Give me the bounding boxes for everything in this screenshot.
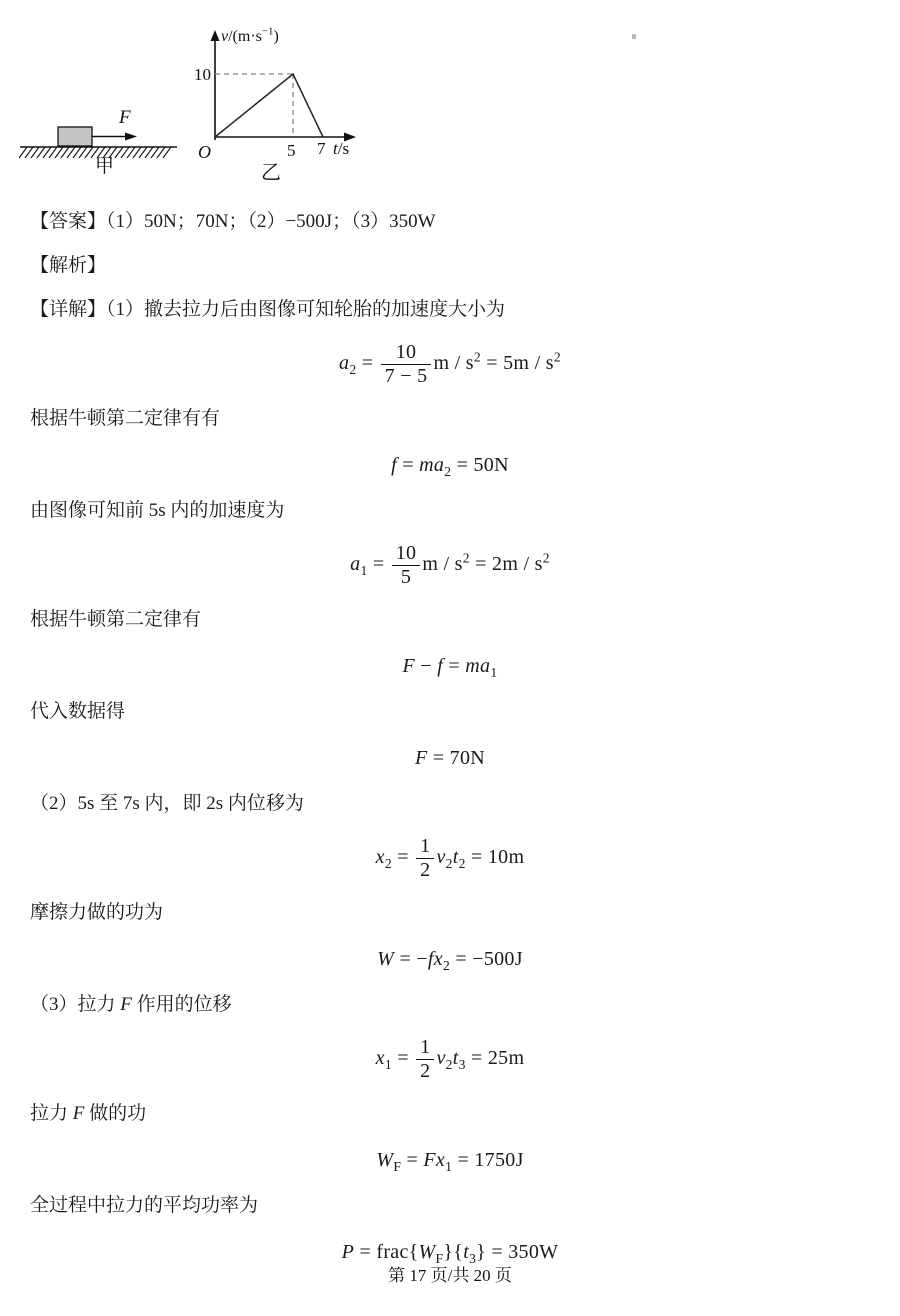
figure-caption-yi: 乙 [261, 162, 281, 184]
figure-caption-jia: 甲 [95, 156, 115, 177]
paragraph: （3）拉力 F 作用的位移 [30, 994, 232, 1015]
paragraph: 代入数据得 [30, 701, 126, 722]
formula-friction: $f = ma_2 = 50N$ [391, 454, 509, 479]
formula-work-F: $W_F = Fx_1 = 1750J$ [376, 1149, 524, 1174]
formula-F: F = 70N [414, 747, 486, 769]
formula-x1: $x_1$ = $\frac{1}{2}$ $v_2t_3 = 25m$ [375, 1036, 525, 1082]
x-axis-label: t/s [333, 139, 350, 158]
figure-block-diagram [15, 95, 185, 185]
detail-label: 【详解】 [30, 299, 107, 320]
paragraph: 拉力 F 做的功 [30, 1103, 147, 1124]
y-axis-label: $v/(m\cdot s^{-1})$ [221, 25, 279, 45]
solution-content [0, 185, 900, 1267]
formula-a2: $a_2$ = $\frac{10}{7 - 5}$ $m / s^2 = 5m / s^2$ [339, 341, 561, 387]
vt-curve [215, 74, 323, 137]
formula-power: $P = frac\{W_F\}\{t_3\} = 350W$ [341, 1241, 559, 1266]
x-tick-7: 7 [317, 139, 326, 158]
detail-text: （1）撤去拉力后由图像可知轮胎的加速度大小为 [106, 299, 506, 320]
paragraph: 摩擦力做的功为 [30, 902, 164, 923]
block [58, 127, 92, 146]
answer-label: 【答案】 [30, 211, 107, 232]
x-tick-5: 5 [287, 141, 296, 160]
page-number: 第 17 页/共 20 页 [388, 1266, 512, 1285]
formula-x2: $x_2$ = $\frac{1}{2}$ $v_2t_2 = 10m$ [375, 835, 525, 881]
force-arrowhead [125, 133, 137, 141]
formula-work-friction: $W = -fx_2 = -500J$ [377, 948, 523, 973]
formula-newton2: $F - f = ma_1$ [402, 655, 498, 680]
paragraph: 根据牛顿第二定律有有 [30, 408, 221, 429]
analysis-line [30, 253, 870, 279]
detail-line [30, 297, 870, 323]
print-speck [632, 34, 636, 39]
paragraph: 全过程中拉力的平均功率为 [30, 1195, 259, 1216]
paragraph: （2）5s 至 7s 内，即 2s 内位移为 [30, 793, 304, 814]
figure-vt-graph [175, 25, 370, 185]
paragraph: 根据牛顿第二定律有 [30, 609, 202, 630]
answer-text: （1）50N；70N；（2）−500J；（3）350W [106, 211, 436, 232]
formula-a1: $a_1$ = $\frac{10}{5}$ $m / s^2 = 2m / s^2$ [350, 542, 550, 588]
y-axis-arrowhead [211, 30, 220, 41]
force-label: F [119, 107, 131, 128]
paragraph: 由图像可知前 5s 内的加速度为 [30, 500, 285, 521]
y-tick-10: 10 [194, 65, 211, 84]
answer-line [30, 209, 870, 235]
origin-label: O [198, 142, 211, 162]
analysis-label: 【解析】 [30, 255, 107, 276]
figure-row [0, 0, 900, 185]
